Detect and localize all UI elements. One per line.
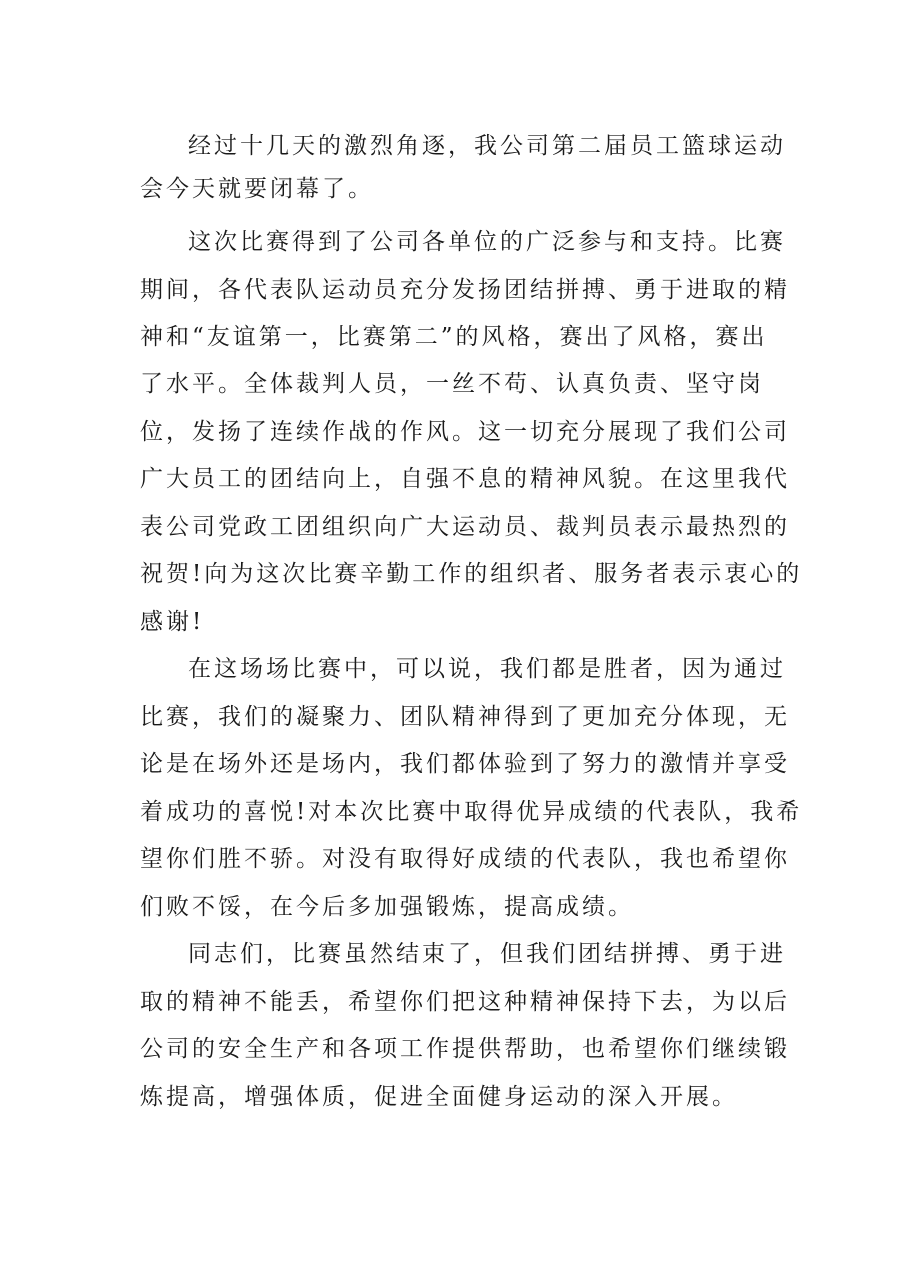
text-line: 神和“友谊第一，比赛第二”的风格，赛出了风格，赛出 [140, 324, 768, 350]
text-line: 这次比赛得到了公司各单位的广泛参与和支持。比赛 [188, 229, 786, 255]
text-line: 祝贺!向为这次比赛辛勤工作的组织者、服务者表示衷心的 [140, 561, 803, 587]
text-line: 位，发扬了连续作战的作风。这一切充分展现了我们公司 [140, 419, 790, 445]
text-line: 感谢! [140, 609, 205, 635]
text-line: 望你们胜不骄。对没有取得好成绩的代表队，我也希望你 [140, 846, 790, 872]
text-line: 论是在场外还是场内，我们都体验到了努力的激情并享受 [140, 751, 790, 777]
text-line: 期间，各代表队运动员充分发扬团结拼搏、勇于进取的精 [140, 277, 790, 303]
text-line: 经过十几天的激烈角逐，我公司第二届员工篮球运动 [188, 133, 786, 159]
text-line: 公司的安全生产和各项工作提供帮助，也希望你们继续锻 [140, 1036, 790, 1062]
text-line: 炼提高，增强体质，促进全面健身运动的深入开展。 [140, 1084, 738, 1110]
text-line: 比赛，我们的凝聚力、团队精神得到了更加充分体现，无 [140, 704, 790, 730]
text-line: 了水平。全体裁判人员，一丝不苟、认真负责、坚守岗 [140, 371, 764, 397]
text-line: 们败不馁，在今后多加强锻炼，提高成绩。 [140, 894, 634, 920]
text-line: 同志们，比赛虽然结束了，但我们团结拼搏、勇于进 [188, 941, 786, 967]
text-line: 广大员工的团结向上，自强不息的精神风貌。在这里我代 [140, 466, 790, 492]
text-line: 取的精神不能丢，希望你们把这种精神保持下去，为以后 [140, 989, 790, 1015]
text-line: 着成功的喜悦!对本次比赛中取得优异成绩的代表队，我希 [140, 799, 803, 825]
text-line: 在这场场比赛中，可以说，我们都是胜者，因为通过 [188, 656, 786, 682]
text-line: 表公司党政工团组织向广大运动员、裁判员表示最热烈的 [140, 514, 790, 540]
text-line: 会今天就要闭幕了。 [140, 176, 374, 202]
